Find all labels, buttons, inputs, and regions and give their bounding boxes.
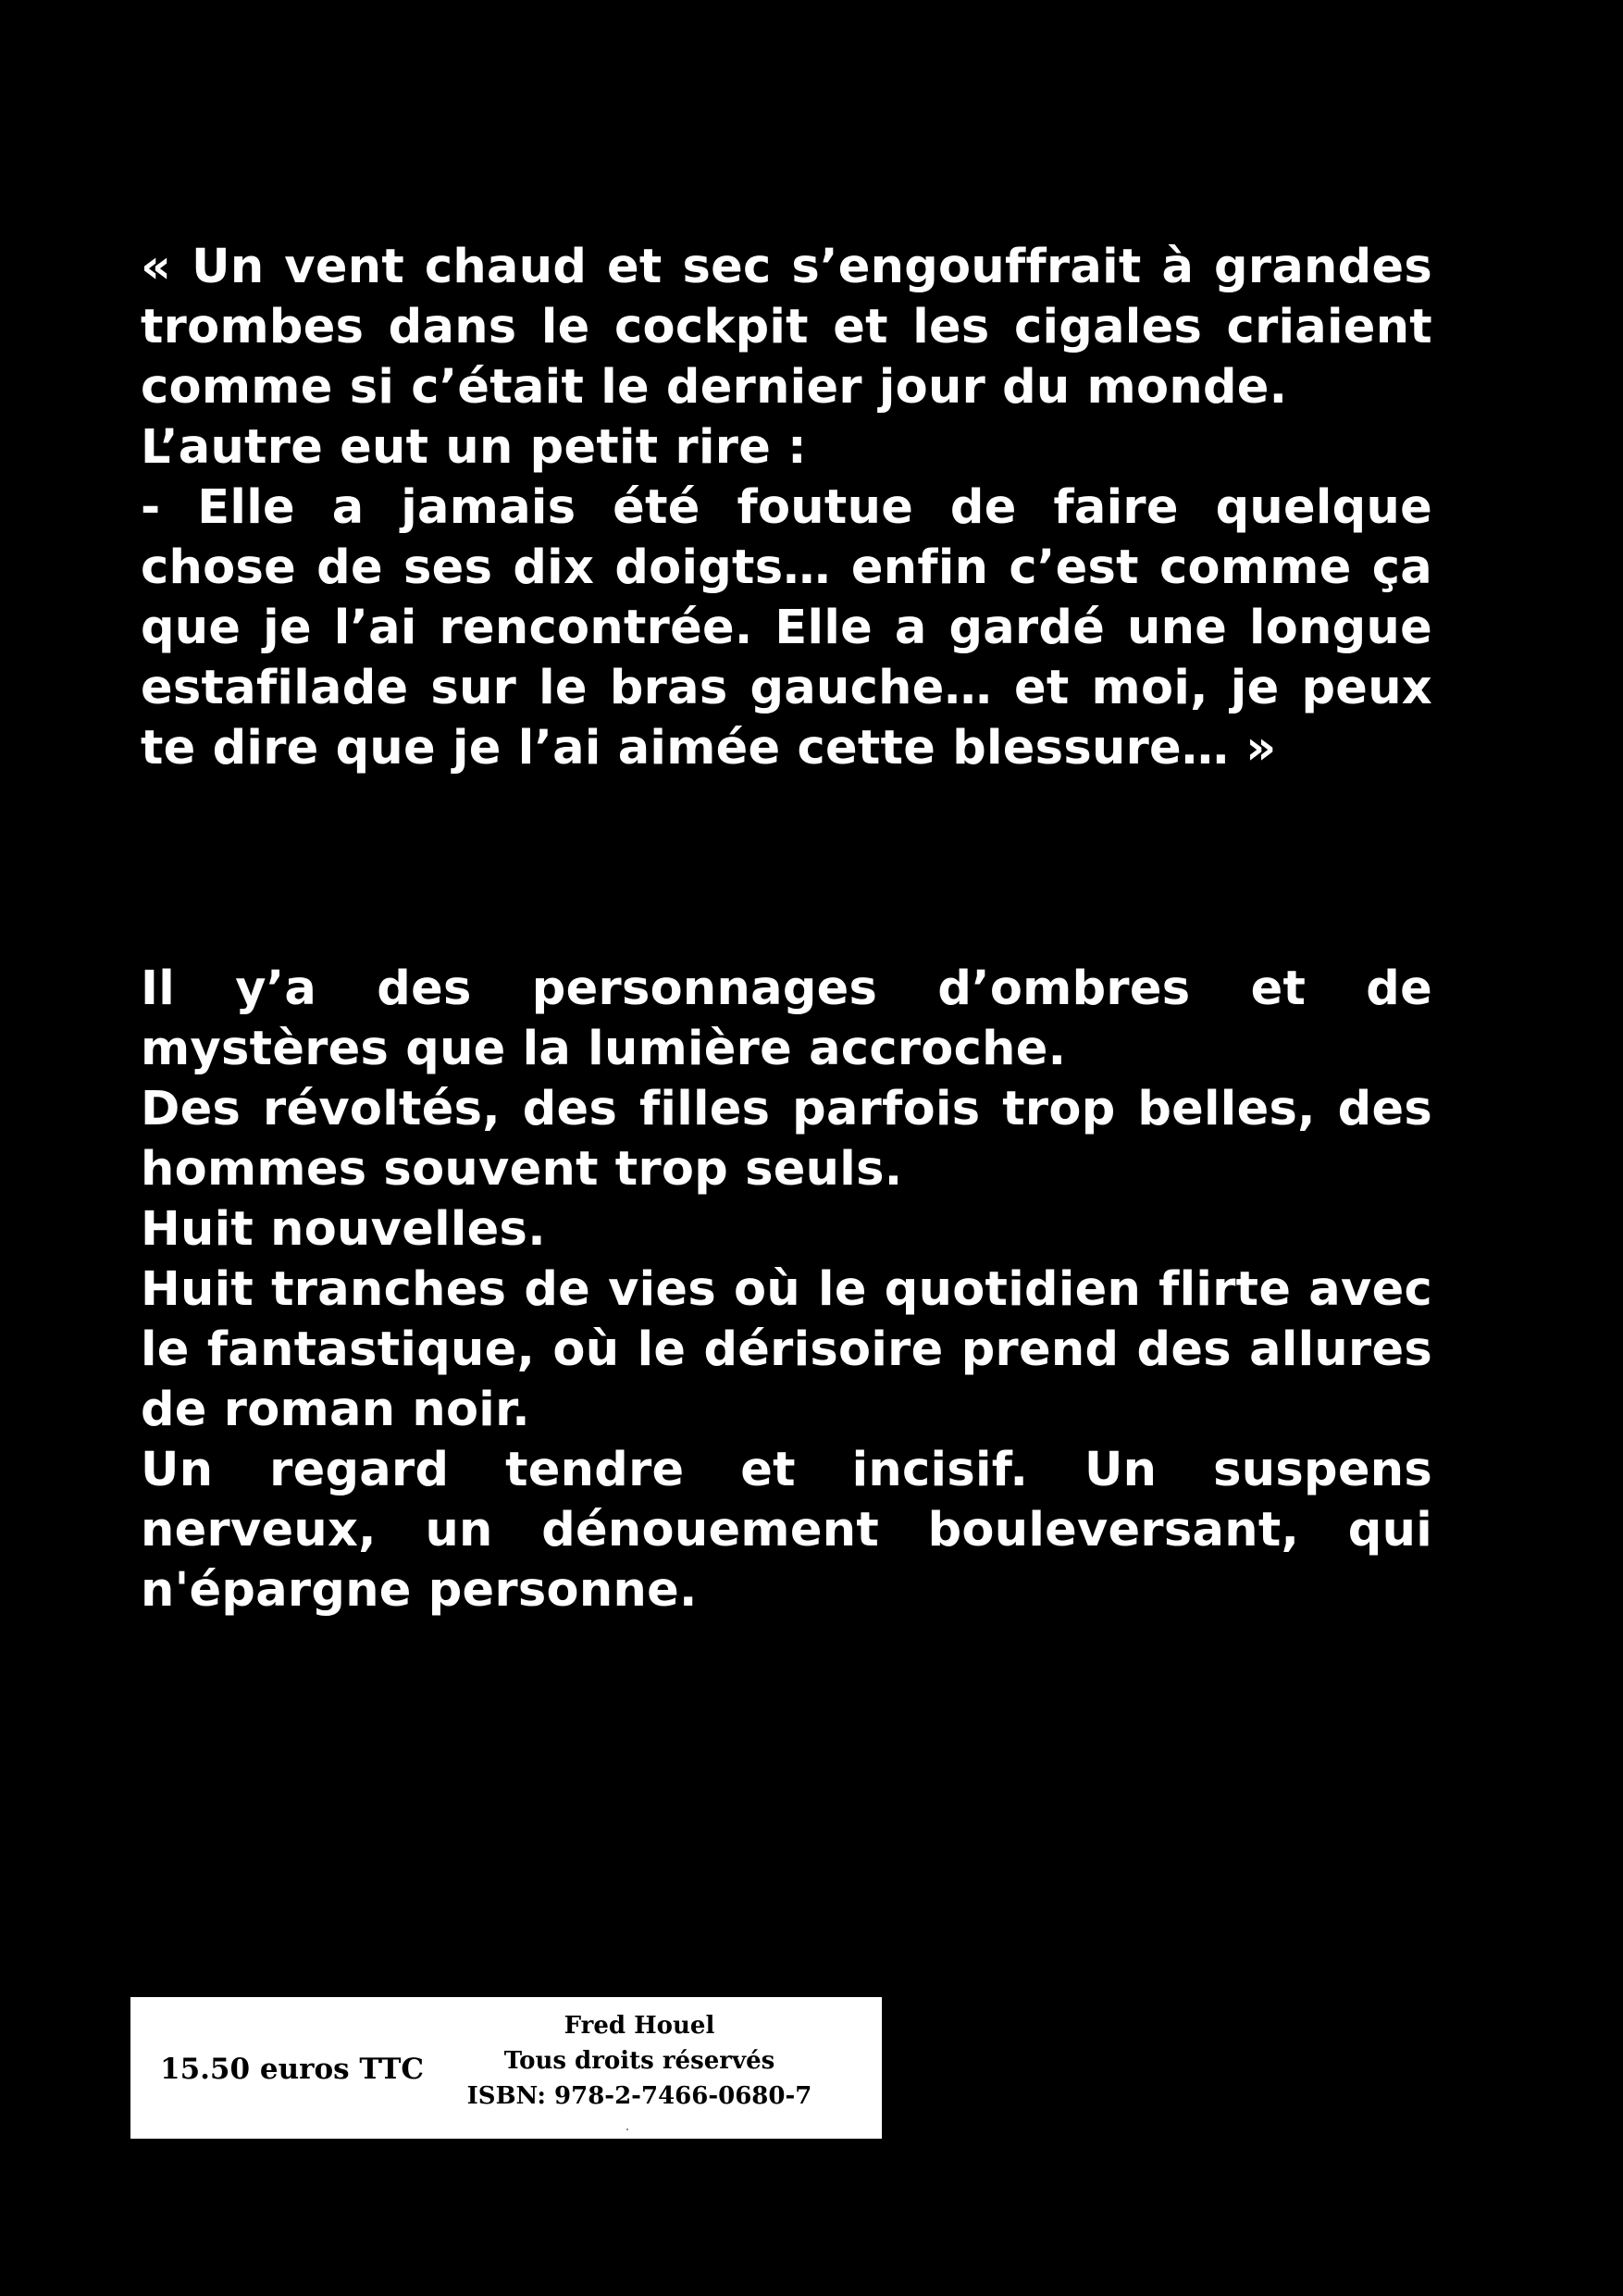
excerpt-paragraph: « Un vent chaud et sec s’engouffrait à grandes trombes dans le cockpit et les cigales criaient comme si c’était le dernier jour du monde.	[141, 240, 1432, 415]
excerpt-paragraph: L’autre eut un petit rire :	[141, 420, 807, 475]
blurb-paragraph: Des révoltés, des filles parfois trop belles, des hommes souvent trop seuls.	[141, 1082, 1432, 1197]
isbn-number: ISBN: 978-2-7466-0680-7	[466, 2082, 812, 2110]
book-blurb	[141, 959, 1432, 1620]
blurb-paragraph: Huit tranches de vies où le quotidien flirte avec le fantastique, où le dérisoire prend des allures de roman noir.	[141, 1262, 1432, 1437]
price-text: 15.50 euros TTC	[160, 2053, 425, 2086]
rights-block	[464, 2008, 815, 2114]
author-name: Fred Houel	[564, 2012, 715, 2040]
blurb-paragraph: Huit nouvelles.	[141, 1202, 546, 1257]
excerpt-paragraph: - Elle a jamais été foutue de faire quelque chose de ses dix doigts… enfin c’est comme ça que je l’ai rencontrée. Elle a gardé une longue estafilade sur le bras gauche… et moi, je peux te dire que je l’ai aimée cette blessure… »	[141, 480, 1432, 776]
blurb-paragraph: Un regard tendre et incisif. Un suspens nerveux, un dénouement bouleversant, qui n'épargne personne.	[141, 1443, 1432, 1618]
price-label-box	[130, 1997, 882, 2139]
blurb-paragraph: Il y’a des personnages d’ombres et de mystères que la lumière accroche.	[141, 962, 1432, 1076]
excerpt-quote	[141, 237, 1432, 778]
speck-mark	[626, 2128, 628, 2130]
rights-notice: Tous droits réservés	[503, 2047, 775, 2075]
